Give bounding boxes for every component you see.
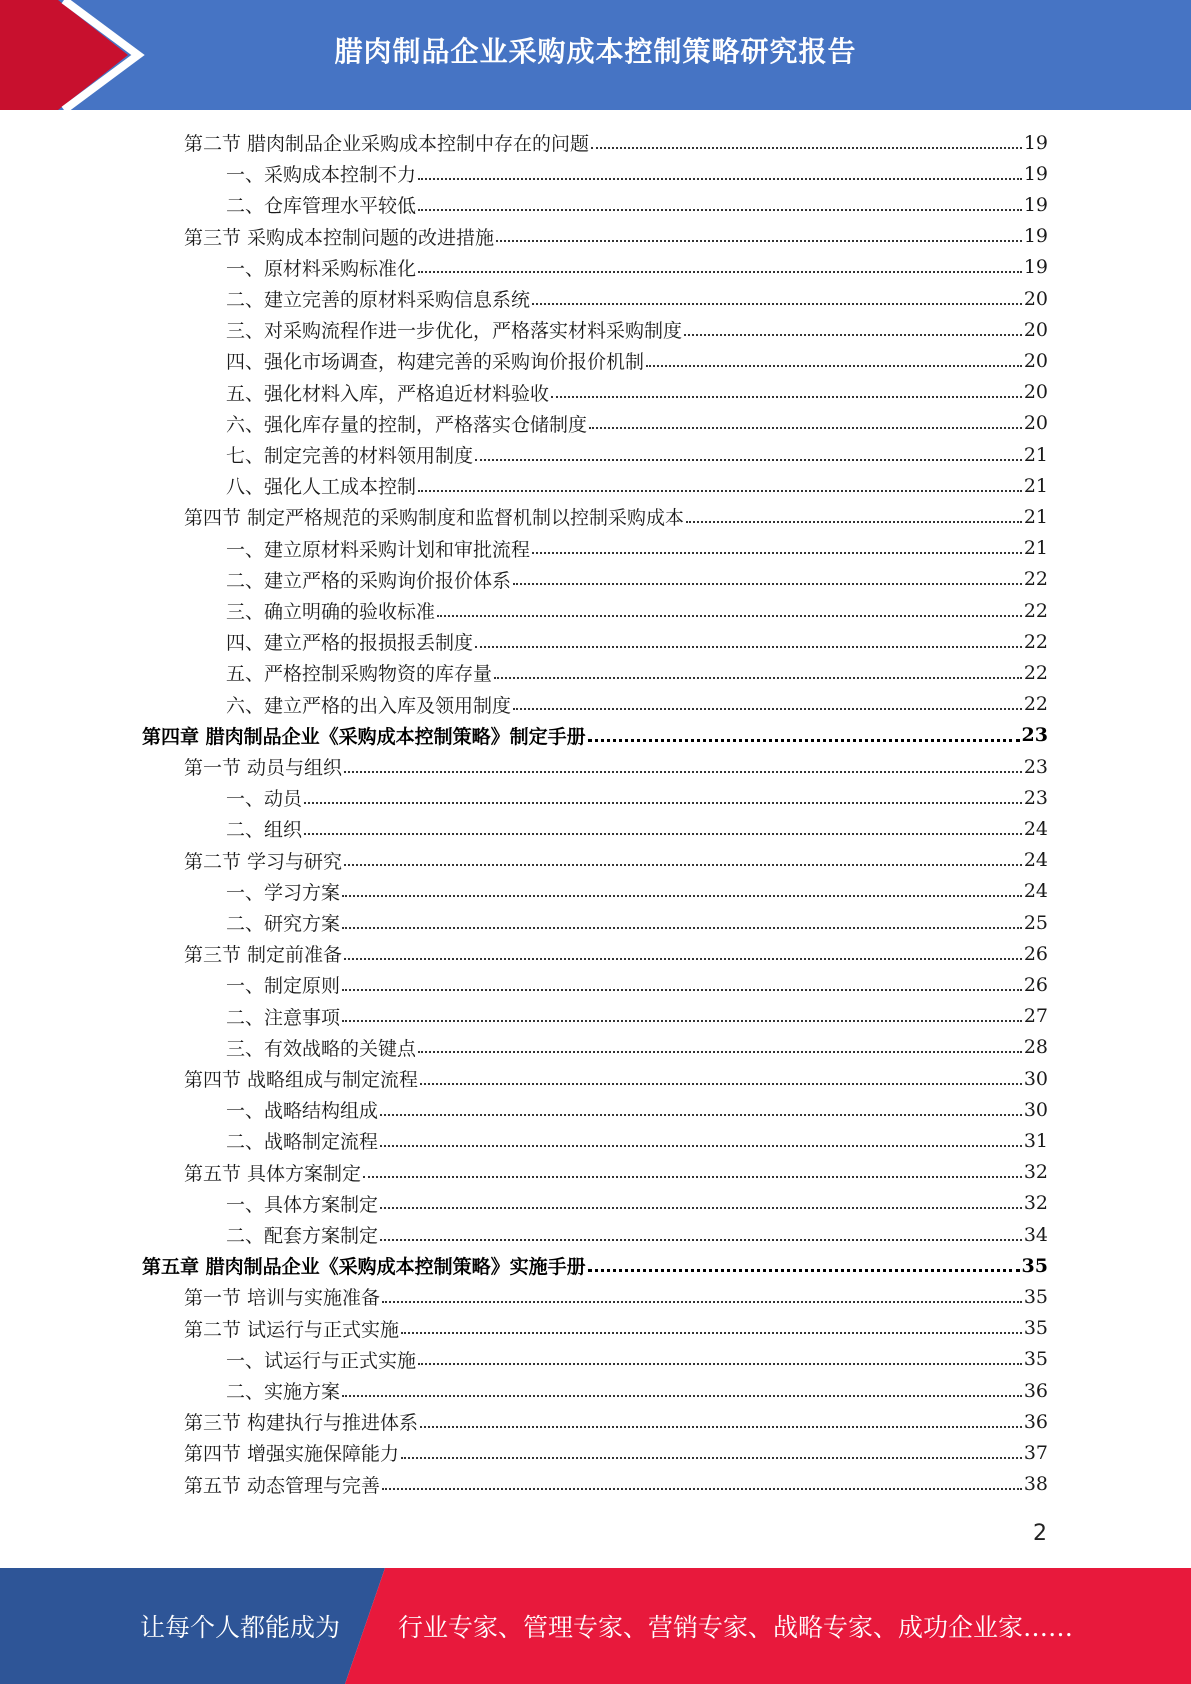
toc-entry-label: 一、采购成本控制不力 <box>226 164 417 187</box>
toc-entry-page: 36 <box>1023 1379 1048 1402</box>
toc-entry[interactable] <box>226 1032 1048 1063</box>
toc-entry-label: 二、配套方案制定 <box>226 1225 379 1247</box>
page-header <box>0 0 1191 110</box>
toc-entry-page: 34 <box>1023 1223 1048 1246</box>
toc-dot-leader <box>684 334 1022 336</box>
toc-entry-label: 第二节 腊肉制品企业采购成本控制中存在的问题 <box>184 133 590 155</box>
toc-dot-leader <box>342 927 1022 929</box>
toc-entry[interactable] <box>184 1063 1048 1094</box>
toc-dot-leader <box>475 459 1022 461</box>
toc-entry-label: 二、实施方案 <box>226 1381 341 1403</box>
toc-entry[interactable] <box>226 564 1048 595</box>
toc-dot-leader <box>418 209 1022 211</box>
toc-entry-label: 第二节 试运行与正式实施 <box>184 1318 400 1341</box>
toc-entry[interactable] <box>226 1219 1048 1250</box>
toc-entry[interactable] <box>226 1188 1048 1219</box>
toc-dot-leader <box>380 1145 1022 1147</box>
toc-entry-page: 32 <box>1023 1192 1048 1215</box>
toc-entry[interactable] <box>226 533 1048 564</box>
toc-entry-page: 20 <box>1023 381 1048 404</box>
toc-dot-leader <box>591 147 1022 149</box>
toc-entry-label: 七、制定完善的材料领用制度 <box>226 445 474 467</box>
footer-slogan-right: 行业专家、管理专家、营销专家、战略专家、成功企业家…… <box>398 1613 1074 1642</box>
toc-entry[interactable] <box>184 1281 1048 1312</box>
toc-entry[interactable] <box>226 1125 1048 1156</box>
toc-entry-page: 27 <box>1023 1005 1048 1028</box>
toc-dot-leader <box>342 989 1022 991</box>
toc-entry[interactable] <box>142 720 1048 751</box>
toc-entry[interactable] <box>226 626 1048 657</box>
toc-dot-leader <box>382 1488 1022 1490</box>
toc-entry-page: 20 <box>1023 287 1048 310</box>
toc-entry[interactable] <box>184 501 1048 532</box>
toc-dot-leader <box>588 739 1020 742</box>
toc-entry-label: 一、战略结构组成 <box>226 1100 379 1123</box>
toc-entry[interactable] <box>226 969 1048 1000</box>
footer-slogan-left: 让每个人都能成为 <box>140 1613 341 1642</box>
toc-dot-leader <box>418 1051 1022 1053</box>
toc-entry-label: 第三节 构建执行与推进体系 <box>184 1412 419 1435</box>
toc-entry-label: 二、研究方案 <box>226 913 341 935</box>
toc-entry-label: 第四节 制定严格规范的采购制度和监督机制以控制采购成本 <box>184 507 685 530</box>
toc-entry[interactable] <box>226 1001 1048 1032</box>
toc-dot-leader <box>304 802 1022 804</box>
toc-entry-label: 第四节 战略组成与制定流程 <box>184 1069 419 1091</box>
toc-entry[interactable] <box>226 1344 1048 1375</box>
toc-entry-page: 32 <box>1023 1161 1048 1184</box>
toc-entry-page: 21 <box>1023 474 1048 497</box>
toc-dot-leader <box>344 958 1022 960</box>
toc-entry-label: 三、对采购流程作进一步优化，严格落实材料采购制度 <box>226 320 683 343</box>
toc-dot-leader <box>380 1114 1022 1116</box>
toc-dot-leader <box>686 521 1022 523</box>
toc-dot-leader <box>646 365 1022 367</box>
toc-dot-leader <box>380 1207 1022 1209</box>
toc-entry-label: 一、试运行与正式实施 <box>226 1349 417 1372</box>
toc-entry[interactable] <box>184 221 1048 252</box>
toc-dot-leader <box>401 1332 1022 1334</box>
toc-entry-label: 一、原材料采购标准化 <box>226 257 417 280</box>
toc-entry[interactable] <box>184 845 1048 876</box>
toc-entry-label: 第三节 采购成本控制问题的改进措施 <box>184 226 495 249</box>
toc-entry-label: 一、学习方案 <box>226 881 341 904</box>
toc-entry[interactable] <box>226 907 1048 938</box>
toc-entry-page: 22 <box>1023 693 1048 716</box>
toc-entry-label: 三、确立明确的验收标准 <box>226 601 436 623</box>
toc-entry-page: 19 <box>1023 225 1048 248</box>
toc-entry-page: 23 <box>1021 724 1048 747</box>
toc-entry[interactable] <box>184 1157 1048 1188</box>
toc-entry-page: 22 <box>1023 661 1048 684</box>
toc-entry[interactable] <box>226 1094 1048 1125</box>
toc-entry-page: 25 <box>1023 911 1048 934</box>
toc-entry-label: 二、战略制定流程 <box>226 1131 379 1154</box>
toc-entry[interactable] <box>226 158 1048 189</box>
toc-entry[interactable] <box>226 377 1048 408</box>
toc-entry-label: 第三节 制定前准备 <box>184 944 343 967</box>
toc-entry-label: 第五节 具体方案制定 <box>184 1162 362 1185</box>
toc-entry-label: 二、建立严格的采购询价报价体系 <box>226 569 512 592</box>
page-footer <box>0 1568 1191 1684</box>
toc-entry-page: 24 <box>1023 880 1048 903</box>
toc-entry[interactable] <box>226 345 1048 376</box>
toc-dot-leader <box>342 1020 1022 1022</box>
toc-entry[interactable] <box>226 314 1048 345</box>
toc-entry-label: 四、强化市场调查，构建完善的采购询价报价机制 <box>226 351 645 374</box>
toc-entry[interactable] <box>226 876 1048 907</box>
toc-entry-page: 24 <box>1023 817 1048 840</box>
toc-entry-page: 20 <box>1023 412 1048 435</box>
toc-entry-page: 19 <box>1023 256 1048 279</box>
toc-dot-leader <box>420 1426 1022 1428</box>
toc-dot-leader <box>513 583 1022 585</box>
toc-entry[interactable] <box>226 470 1048 501</box>
toc-entry-page: 35 <box>1023 1348 1048 1371</box>
toc-dot-leader <box>418 490 1022 492</box>
toc-entry[interactable] <box>226 782 1048 813</box>
toc-entry-page: 37 <box>1023 1441 1048 1464</box>
toc-entry-label: 一、建立原材料采购计划和审批流程 <box>226 538 531 561</box>
toc-entry-page: 35 <box>1021 1254 1048 1277</box>
toc-entry-label: 八、强化人工成本控制 <box>226 476 417 499</box>
toc-entry[interactable] <box>226 689 1048 720</box>
toc-entry-label: 一、动员 <box>226 788 303 811</box>
toc-entry[interactable] <box>184 1406 1048 1437</box>
toc-entry-page: 19 <box>1023 131 1048 154</box>
toc-entry-page: 20 <box>1023 318 1048 341</box>
toc-entry-label: 二、组织 <box>226 819 303 842</box>
toc-entry-page: 23 <box>1023 755 1048 778</box>
toc-entry[interactable] <box>184 938 1048 969</box>
toc-entry-page: 26 <box>1023 973 1048 996</box>
toc-dot-leader <box>363 1176 1022 1178</box>
toc-dot-leader <box>589 427 1022 429</box>
toc-entry[interactable] <box>226 283 1048 314</box>
toc-entry[interactable] <box>184 1313 1048 1344</box>
toc-entry-label: 二、建立完善的原材料采购信息系统 <box>226 289 531 311</box>
toc-entry-label: 一、具体方案制定 <box>226 1193 379 1216</box>
toc-entry-page: 22 <box>1023 630 1048 653</box>
toc-entry[interactable] <box>226 189 1048 220</box>
toc-entry-label: 第一节 动员与组织 <box>184 757 343 779</box>
toc-entry-page: 35 <box>1023 1317 1048 1340</box>
toc-entry-label: 二、仓库管理水平较低 <box>226 195 417 218</box>
toc-entry[interactable] <box>226 813 1048 844</box>
toc-entry-label: 第一节 培训与实施准备 <box>184 1287 381 1310</box>
toc-entry[interactable] <box>184 1469 1048 1500</box>
toc-entry[interactable] <box>226 408 1048 439</box>
toc-dot-leader <box>344 864 1022 866</box>
toc-entry-page: 22 <box>1023 599 1048 622</box>
toc-dot-leader <box>344 771 1022 773</box>
toc-entry[interactable] <box>226 439 1048 470</box>
toc-entry-label: 六、建立严格的出入库及领用制度 <box>226 694 512 717</box>
toc-entry-page: 19 <box>1023 193 1048 216</box>
toc-entry-page: 30 <box>1023 1098 1048 1121</box>
toc-dot-leader <box>342 895 1022 897</box>
toc-entry[interactable] <box>226 657 1048 688</box>
toc-entry[interactable] <box>184 1437 1048 1468</box>
toc-entry-page: 35 <box>1023 1285 1048 1308</box>
toc-entry-page: 21 <box>1023 505 1048 528</box>
toc-dot-leader <box>513 708 1022 710</box>
toc-entry-label: 第二节 学习与研究 <box>184 850 343 873</box>
toc-entry-page: 21 <box>1023 537 1048 560</box>
toc-entry-page: 22 <box>1023 568 1048 591</box>
toc-entry-page: 20 <box>1023 349 1048 372</box>
toc-entry-label: 三、有效战略的关键点 <box>226 1037 417 1060</box>
toc-entry-page: 31 <box>1023 1129 1048 1152</box>
toc-dot-leader <box>588 1269 1020 1272</box>
toc-entry-page: 36 <box>1023 1410 1048 1433</box>
toc-dot-leader <box>532 303 1022 305</box>
toc-dot-leader <box>380 1239 1022 1241</box>
toc-dot-leader <box>437 615 1022 617</box>
report-title: 腊肉制品企业采购成本控制策略研究报告 <box>334 35 857 68</box>
toc-dot-leader <box>418 271 1022 273</box>
toc-entry-page: 23 <box>1023 786 1048 809</box>
toc-dot-leader <box>496 240 1022 242</box>
toc-entry-page: 24 <box>1023 849 1048 872</box>
toc-entry[interactable] <box>226 1375 1048 1406</box>
toc-entry-label: 第四节 增强实施保障能力 <box>184 1443 400 1466</box>
toc-dot-leader <box>420 1083 1022 1085</box>
toc-entry-label: 五、强化材料入库，严格追近材料验收 <box>226 382 550 405</box>
toc-dot-leader <box>401 1457 1022 1459</box>
toc-entry-label: 四、建立严格的报损报丢制度 <box>226 632 474 655</box>
toc-entry-label: 一、制定原则 <box>226 975 341 998</box>
toc-entry-page: 38 <box>1023 1473 1048 1496</box>
toc-dot-leader <box>418 1363 1022 1365</box>
toc-entry[interactable] <box>142 1250 1048 1281</box>
toc-entry-label: 第四章 腊肉制品企业《采购成本控制策略》制定手册 <box>142 725 586 748</box>
toc-entry-label: 第五节 动态管理与完善 <box>184 1474 381 1497</box>
toc-entry-label: 二、注意事项 <box>226 1006 341 1029</box>
toc-dot-leader <box>475 646 1022 648</box>
toc-entry-page: 21 <box>1023 443 1048 466</box>
toc-entry-page: 19 <box>1023 162 1048 185</box>
toc-dot-leader <box>304 833 1022 835</box>
header-chevron-arrow <box>0 0 160 110</box>
toc-dot-leader <box>532 552 1022 554</box>
toc-dot-leader <box>342 1395 1022 1397</box>
toc-dot-leader <box>382 1301 1022 1303</box>
toc-entry-label: 五、严格控制采购物资的库存量 <box>226 663 493 686</box>
toc-dot-leader <box>551 396 1022 398</box>
toc-dot-leader <box>418 178 1022 180</box>
toc-entry-page: 28 <box>1023 1036 1048 1059</box>
toc-entry-label: 六、强化库存量的控制，严格落实仓储制度 <box>226 413 588 436</box>
toc-entry-page: 26 <box>1023 942 1048 965</box>
toc-entry[interactable] <box>184 127 1048 158</box>
toc-entry-label: 第五章 腊肉制品企业《采购成本控制策略》实施手册 <box>142 1256 586 1279</box>
toc-entry[interactable] <box>226 252 1048 283</box>
toc-entry[interactable] <box>226 595 1048 626</box>
page-number: 2 <box>1033 1521 1047 1546</box>
toc-dot-leader <box>494 677 1022 679</box>
toc-entry-page: 30 <box>1023 1067 1048 1090</box>
toc-entry[interactable] <box>184 751 1048 782</box>
